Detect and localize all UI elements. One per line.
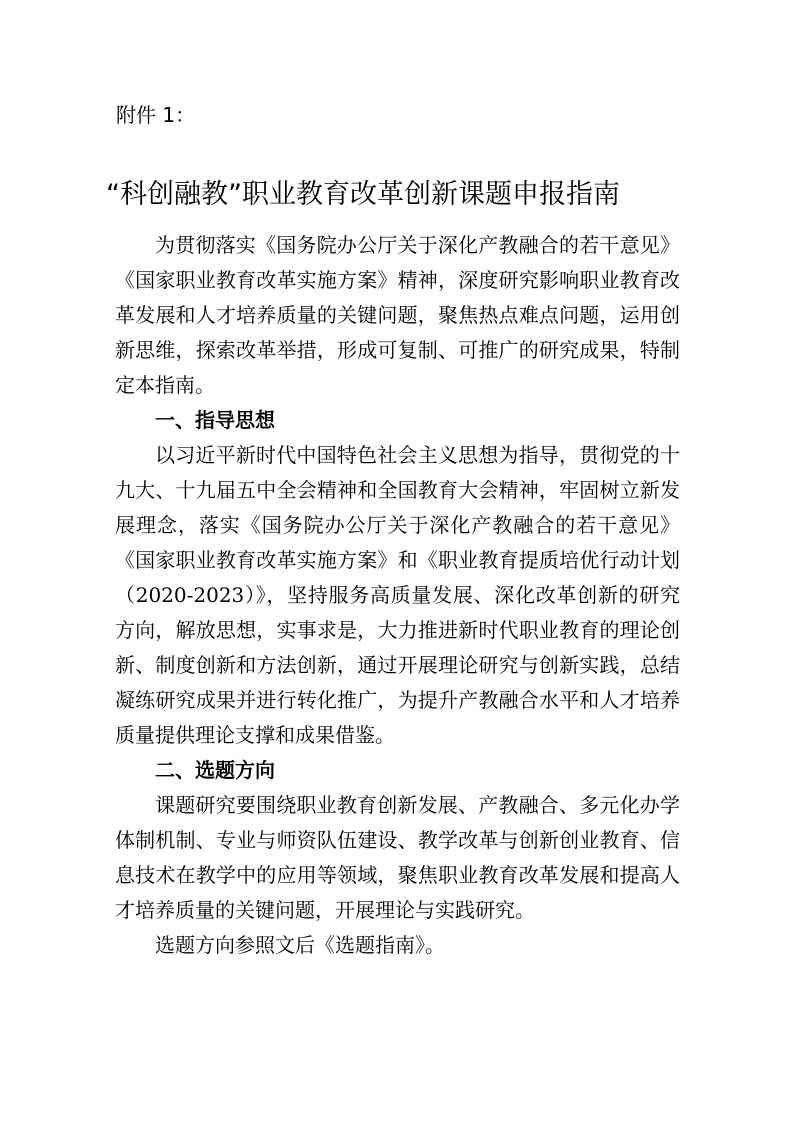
section-heading-topic-direction: 二、选题方向: [155, 758, 275, 782]
section-heading-guiding-ideology: 一、指导思想: [155, 408, 275, 432]
document-title: “科创融教”职业教育改革创新课题申报指南: [106, 179, 620, 210]
intro-paragraph: 为贯彻落实《国务院办公厅关于深化产教融合的若干意见》《国家职业教育改革实施方案》精神，深度研究影响职业教育改革发展和人才培养质量的关键问题，聚焦热点难点问题，运用创新思维，探索改革举措，形成可复制、可推广的研究成果，特制定本指南。: [115, 233, 680, 397]
guiding-ideology-paragraph: 以习近平新时代中国特色社会主义思想为指导，贯彻党的十九大、十九届五中全会精神和全国教育大会精神，牢固树立新发展理念，落实《国务院办公厅关于深化产教融合的若干意见》《国家职业教育改革实施方案》和《职业教育提质培优行动计划（2020-2023）》，坚持服务高质量发展、深化改革创新的研究方向，解放思想，实事求是，大力推进新时代职业教育的理论创新、制度创新和方法创新，通过开展理论研究与创新实践，总结凝练研究成果并进行转化推广，为提升产教融合水平和人才培养质量提供理论支撑和成果借鉴。: [115, 443, 680, 747]
topic-guide-reference-paragraph: 选题方向参照文后《选题指南》。: [155, 933, 445, 957]
document-body: [115, 228, 680, 963]
attachment-label: 附件 1：: [116, 103, 196, 127]
topic-direction-paragraph: 课题研究要围绕职业教育创新发展、产教融合、多元化办学体制机制、专业与师资队伍建设、教学改革与创新创业教育、信息技术在教学中的应用等领域，聚焦职业教育改革发展和提高人才培养质量的关键问题，开展理论与实践研究。: [115, 793, 680, 922]
